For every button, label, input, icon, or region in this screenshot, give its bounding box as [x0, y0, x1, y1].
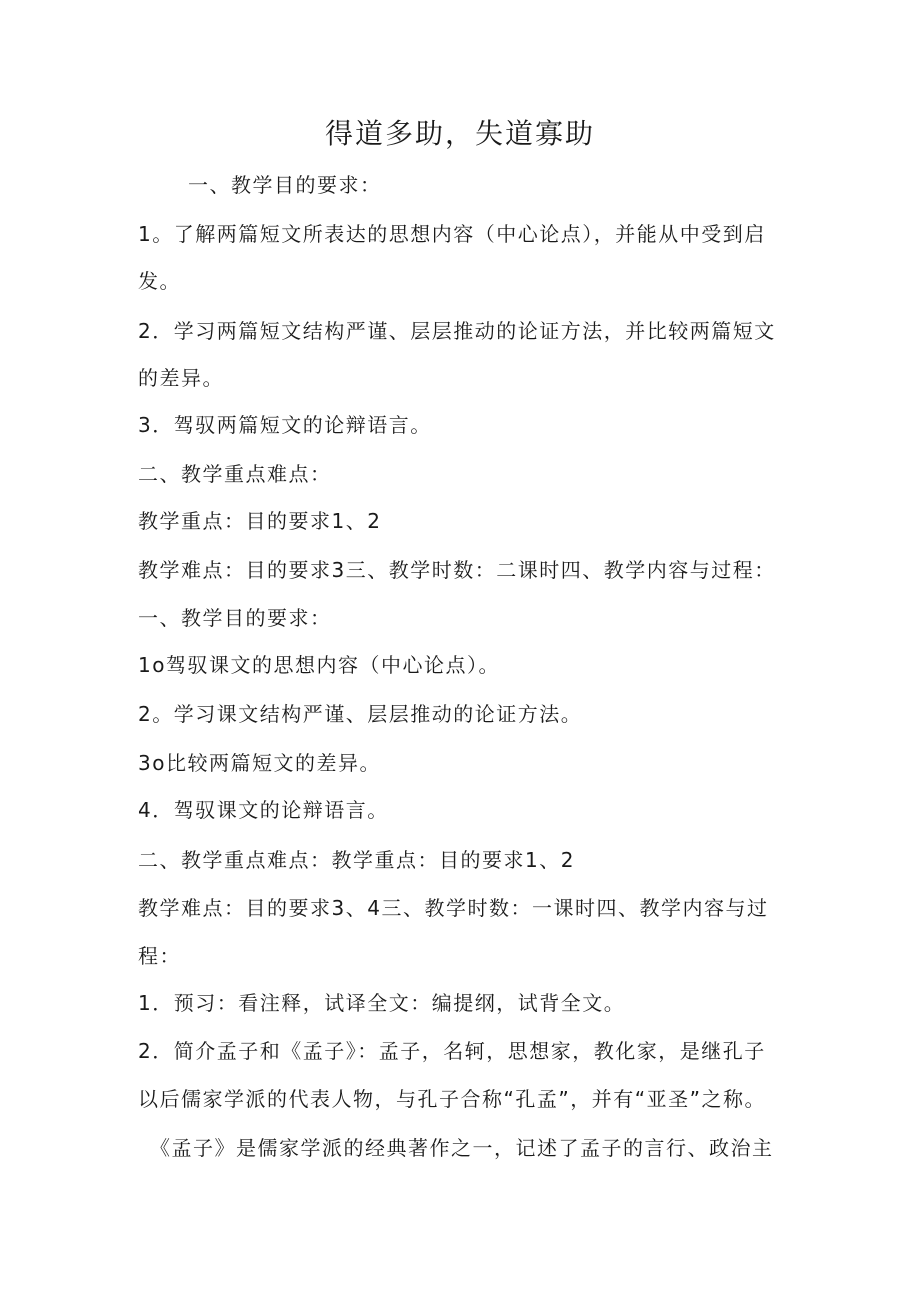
document-title: 得道多助，失道寡助 [324, 117, 595, 150]
paragraph-line: 发。 [138, 269, 181, 293]
paragraph-line: 3．驾驭两篇短文的论辩语言。 [138, 413, 432, 437]
paragraph-line: 教学难点：目的要求3三、教学时数：二课时四、教学内容与过程： [138, 558, 776, 582]
paragraph-line: 教学难点：目的要求3、4三、教学时数：一课时四、教学内容与过 [138, 896, 769, 920]
paragraph-line: 程： [138, 944, 181, 968]
paragraph-line: 1o驾驭课文的思想内容（中心论点）。 [138, 653, 500, 677]
paragraph-line: 的差异。 [138, 366, 224, 390]
paragraph-line: 4．驾驭课文的论辩语言。 [138, 798, 389, 822]
paragraph-line: 教学重点：目的要求1、2 [138, 509, 382, 533]
paragraph-line: 2．简介孟子和《孟子》：孟子，名轲，思想家，教化家，是继孔子 [138, 1039, 766, 1063]
paragraph-line: 以后儒家学派的代表人物，与孔子合称“孔孟”，并有“亚圣”之称。 [138, 1087, 766, 1111]
paragraph-line: 《孟子》是儒家学派的经典著作之一，记述了孟子的言行、政治主 [150, 1136, 774, 1160]
section-heading: 一、教学目的要求： [138, 606, 332, 630]
paragraph-line: 2．学习两篇短文结构严谨、层层推动的论证方法，并比较两篇短文 [138, 319, 776, 343]
paragraph-line: 1。了解两篇短文所表达的思想内容（中心论点），并能从中受到启 [138, 222, 766, 246]
paragraph-line: 2。学习课文结构严谨、层层推动的论证方法。 [138, 702, 583, 726]
paragraph-line: 3o比较两篇短文的差异。 [138, 751, 381, 775]
section-heading: 二、教学重点难点： [138, 462, 332, 486]
section-heading: 二、教学重点难点：教学重点：目的要求1、2 [138, 848, 575, 872]
paragraph-line: 1．预习：看注释，试译全文：编提纲，试背全文。 [138, 991, 626, 1015]
section-heading: 一、教学目的要求： [188, 173, 382, 197]
